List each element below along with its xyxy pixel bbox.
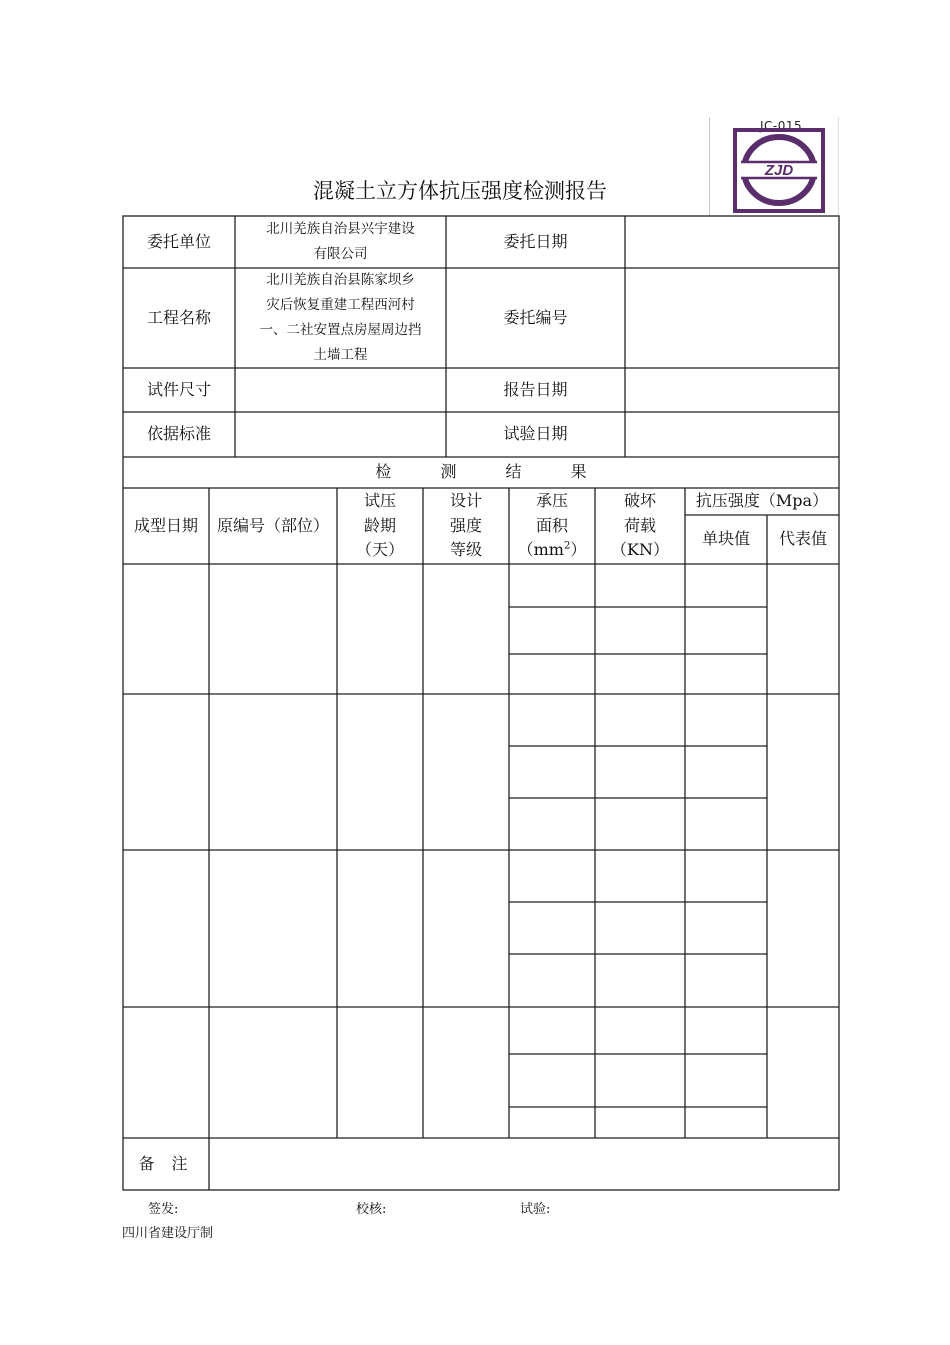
report-date-value — [625, 368, 839, 412]
group-1-molding-date — [123, 564, 209, 694]
report-title: 混凝土立方体抗压强度检测报告 — [313, 179, 607, 203]
project-name-line: 灾后恢复重建工程西河村 — [266, 297, 415, 314]
issuer-label: 签发: — [148, 1202, 179, 1217]
col-area-line: 承压 — [535, 490, 568, 510]
standard-label: 依据标准 — [146, 424, 211, 444]
remarks-label: 备 注 — [138, 1153, 194, 1173]
col-representative-value: 代表值 — [778, 529, 827, 549]
col-area-unit-close: ） — [570, 540, 587, 560]
test-date-value — [625, 412, 839, 457]
col-area-unit-sup: 2 — [563, 541, 571, 553]
col-grade-line: 设计 — [449, 490, 482, 510]
col-age-line: 试压 — [363, 490, 396, 510]
group-2-molding-date — [123, 694, 209, 850]
col-single-value: 单块值 — [701, 529, 750, 549]
project-name-value — [235, 268, 446, 368]
logo-text: ZJD — [764, 162, 794, 179]
commission-no-label: 委托编号 — [503, 307, 568, 327]
col-load-line: （KN） — [611, 540, 669, 560]
client-unit-label: 委托单位 — [146, 231, 211, 251]
client-unit-line: 有限公司 — [313, 246, 368, 262]
col-age-line: （天） — [355, 540, 404, 560]
col-area — [509, 488, 595, 564]
col-strength-group: 抗压强度（Mpa） — [695, 491, 829, 511]
form-code: JC-015 — [760, 119, 803, 133]
project-name-line: 土墙工程 — [313, 346, 368, 363]
remarks-value — [209, 1138, 839, 1190]
project-name-line: 一、二社安置点房屋周边挡 — [259, 322, 422, 338]
col-area-line: 面积 — [535, 515, 568, 535]
specimen-size-label: 试件尺寸 — [146, 379, 211, 399]
checker-label: 校核: — [356, 1202, 387, 1217]
col-grade-line: 强度 — [449, 515, 482, 535]
specimen-size-value — [235, 368, 446, 412]
client-unit-line: 北川羌族自治县兴宇建设 — [266, 221, 415, 238]
results-section-title: 检 测 结 果 — [375, 462, 609, 482]
col-load-line: 荷载 — [623, 515, 656, 535]
standard-value — [235, 412, 446, 457]
commission-date-value — [625, 216, 839, 268]
tester-label: 试验: — [520, 1202, 551, 1217]
col-grade — [423, 488, 509, 564]
report-date-label: 报告日期 — [503, 379, 568, 399]
project-name-line: 北川羌族自治县陈家坝乡 — [266, 272, 415, 289]
project-name-label: 工程名称 — [146, 307, 211, 327]
commission-date-label: 委托日期 — [503, 231, 568, 251]
client-unit-value — [235, 216, 446, 268]
group-4-molding-date — [123, 1007, 209, 1138]
test-date-label: 试验日期 — [503, 424, 568, 444]
col-original-no: 原编号（部位） — [216, 515, 329, 535]
col-molding-date: 成型日期 — [133, 515, 198, 535]
col-grade-line: 等级 — [449, 540, 482, 560]
col-age-line: 龄期 — [363, 515, 396, 535]
col-load-line: 破坏 — [623, 490, 656, 510]
group-3-molding-date — [123, 850, 209, 1007]
col-area-unit — [518, 538, 587, 563]
col-age — [337, 488, 423, 564]
col-area-unit-open: （mm — [517, 540, 564, 560]
issuing-authority: 四川省建设厅制 — [122, 1226, 214, 1241]
col-load — [595, 488, 685, 564]
commission-no-value — [625, 268, 839, 368]
